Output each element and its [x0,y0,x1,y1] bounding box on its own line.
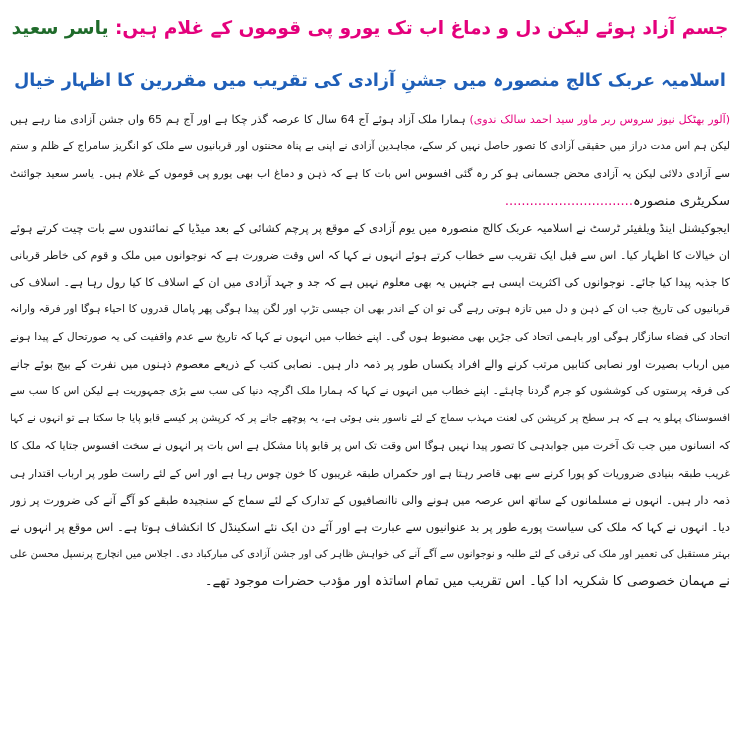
paragraph-2-line: کہ انسانوں میں جب تک آخرت میں جوابدہی کا تصور پیدا نہیں ہوگا اس وقت تک اس پر قابو پانا مشکل ہے اس بات پر انہوں نے سخت افسوس جتایا کہ ملک کا [10,439,730,453]
paragraph-1-line: (آلور بھٹکل نیوز سروس ربر ماور سید احمد سالک ندوی) ہمارا ملک آزاد ہوئے آج 64 سال کا عرصہ گذر چکا ہے اور آج ہم 65 واں جشن آزادی منا رہے ہیں [10,113,730,126]
headline [10,6,730,52]
headline-author: یاسر سعید [11,18,109,39]
paragraph-2-line: غریب طبقہ بنیادی ضروریات کو پورا کرنے سے بھی قاصر رہتا ہے اور حکمراں طبقہ غریبوں کا خون چوس رہا ہے اور اس کے لئے راست طور پر ارباب اقتدار ہی [10,466,730,480]
subheadline: اسلامیہ عربک کالج منصورہ میں جشنِ آزادی کی تقریب میں مقررین کا اظہار خیال [14,71,726,91]
paragraph-2-line: ایجوکیشنل اینڈ ویلفیئر ٹرسٹ نے اسلامیہ عربک کالج منصورہ میں یوم آزادی کے موقع پر پرچم کشائی کے بعد میڈیا کے نمائندوں سے بات چیت کرتے ہوئے [10,220,730,235]
paragraph-2-line: دیا۔ انہوں نے کہا کہ ملک کی سیاست پورے طور پر بد عنوانیوں سے عبارت ہے اور آئے دن ایک نئے اسکینڈل کا انکشاف ہوتا ہے۔ اس موقع پر انہوں نے [10,520,730,535]
paragraph-2 [10,215,730,596]
paragraph-2-line: کا جذبہ پیدا کیا جائے۔ نوجوانوں کی اکثریت ایسی ہے جنہیں یہ بھی معلوم نہیں ہے کہ جد و جہد آزادی میں ان کے اسلاف کا کیا رول رہا ہے۔ اسلاف کی [10,276,730,290]
paragraph-1-line: سے آزادی دلائی لیکن یہ آزادی محض جسمانی ہو کر رہ گئی افسوس اس بات کا ہے کہ ذہن و دماغ اب بھی یورو پی قوموں کے غلام ہیں۔ یاسر سعید جوائنٹ [10,167,730,181]
paragraph-2-line: نے مہمان خصوصی کا شکریہ ادا کیا۔ اس تقریب میں تمام اساتذہ اور مؤدب حضرات موجود تھے۔ [204,574,730,590]
headline-text: جسم آزاد ہوئے لیکن دل و دماغ اب تک یورو پی قوموں کے غلام ہیں: [114,18,729,39]
paragraph-2-line: کی فرقہ پرستوں کی کوششوں کو جرم گردنا چاہئے۔ اپنے خطاب میں انہوں نے کہا کہ ہمارا ملک اگرچہ دنیا کی سب سے بڑی جمہوریت ہے لیکن اس کا سب سے [10,385,730,398]
paragraph-2-line: میں ارباب بصیرت اور نصابی کتابیں مرتب کرنے والے افراد یکساں طور پر ذمہ دار ہیں۔ نصابی کتب کے ذریعے معصوم ذہنوں میں نفرت کے بیج بوئے جانے [10,357,730,371]
paragraph-2-line: بہتر مستقبل کی تعمیر اور ملک کی ترقی کے لئے طلبہ و نوجوانوں سے آگے آنے کی خواہش ظاہر کی اور جشن آزادی کی مبارکباد دی۔ اجلاس میں انچارج پرنسپل محسن علی [10,549,730,561]
news-credit: (آلور بھٹکل نیوز سروس ربر ماور سید احمد سالک ندوی) [469,113,730,126]
paragraph-2-line: قربانیوں کی تاریخ جب ان کے ذہن و دل میں تازہ ہوتی رہے گی تو ان کے اندر بھی ان جیسی تڑپ اور لگن پیدا ہوگی پھر پامال قدروں کا احیاء ہوگا اور فرقہ وارانہ [10,303,730,316]
paragraph-1 [10,106,730,215]
paragraph-2-line: اتحاد کی فضاء سازگار ہوگی اور باہمی اتحاد کی جڑیں بھی مضبوط ہوں گی۔ اپنے خطاب میں انہوں نے کہا کہ تاریخ سے عدم واقفیت کی یہ صورتحال کے پیدا ہونے [10,330,730,343]
paragraph-2-line: ذمہ دار ہیں۔ انہوں نے مسلمانوں کے ساتھ اس عرصہ میں ہونے والی ناانصافیوں کے تدارک کے لئے سماج کے سنجیدہ طبقے کو آگے آنے کی ضرورت پر زور [10,493,730,507]
article-body [10,106,730,596]
paragraph-2-line: ان خیالات کا اظہار کیا۔ اس سے قبل ایک تقریب سے خطاب کرتے ہوئے انہوں نے کہا کہ اس وقت ضرورت ہے کہ نوجوانوں میں ملک و قوم کی خاطر قربانی [10,249,730,263]
paragraph-1-line: لیکن ہم اس مدت دراز میں حقیقی آزادی کا تصور حاصل نہیں کر سکے، مجاہدین آزادی نے اپنی بے پناہ محنتوں اور قربانیوں سے ملک کو انگریز سامراج کے ظلم و ستم [10,140,730,153]
paragraph-2-line: افسوسناک پہلو یہ ہے کہ ہر سطح پر کرپشن کی لعنت مہذب سماج کے لئے ناسور بنی ہوئی ہے، یہ پوچھے جانے پر کہ کرپشن پر کیسے قابو پایا جا سکتا ہے تو انہوں نے کہا [10,413,730,425]
separator-dots: ............................... [504,193,633,209]
paragraph-1-line: سکریٹری منصورہ............................... [504,193,730,209]
